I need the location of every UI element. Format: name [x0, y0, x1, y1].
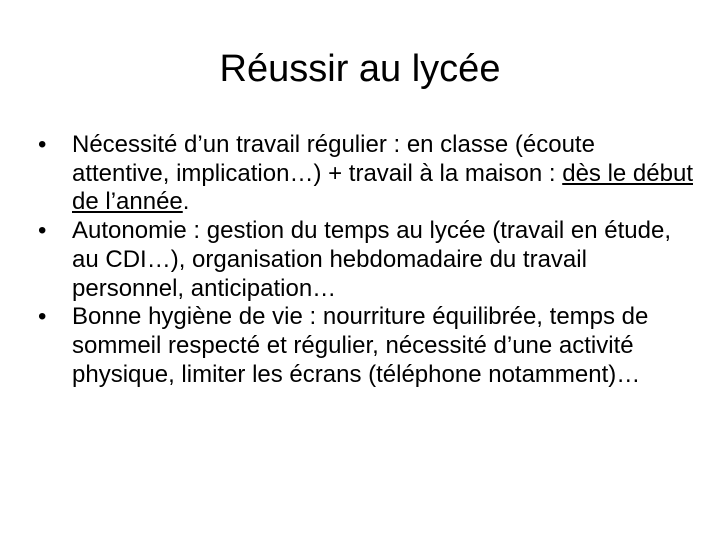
bullet-icon: •	[38, 217, 47, 245]
bullet-item-work	[36, 131, 696, 217]
bullet-text: Bonne hygiène de vie : nourriture équilibrée, temps de sommeil respecté et régulier, nécessité d’une activité physique, limiter les écrans (téléphone notamment)…	[72, 303, 649, 388]
bullet-text: Autonomie : gestion du temps au lycée (travail en étude, au CDI…), organisation hebdomadaire du travail personnel, anticipation…	[72, 217, 672, 302]
bullet-text: Nécessité d’un travail régulier : en classe (écoute attentive, implication…) + travail à la maison :	[72, 131, 595, 187]
bullet-icon: •	[38, 131, 47, 158]
bullet-text-end: .	[182, 188, 190, 216]
bullet-list	[36, 131, 696, 389]
bullet-item-autonomy	[36, 217, 696, 303]
bullet-item-hygiene	[36, 303, 696, 389]
slide-title: Réussir au lycée	[219, 48, 501, 90]
bullet-icon: •	[38, 303, 47, 331]
underlined-text: dès le début de l’année	[72, 159, 693, 216]
